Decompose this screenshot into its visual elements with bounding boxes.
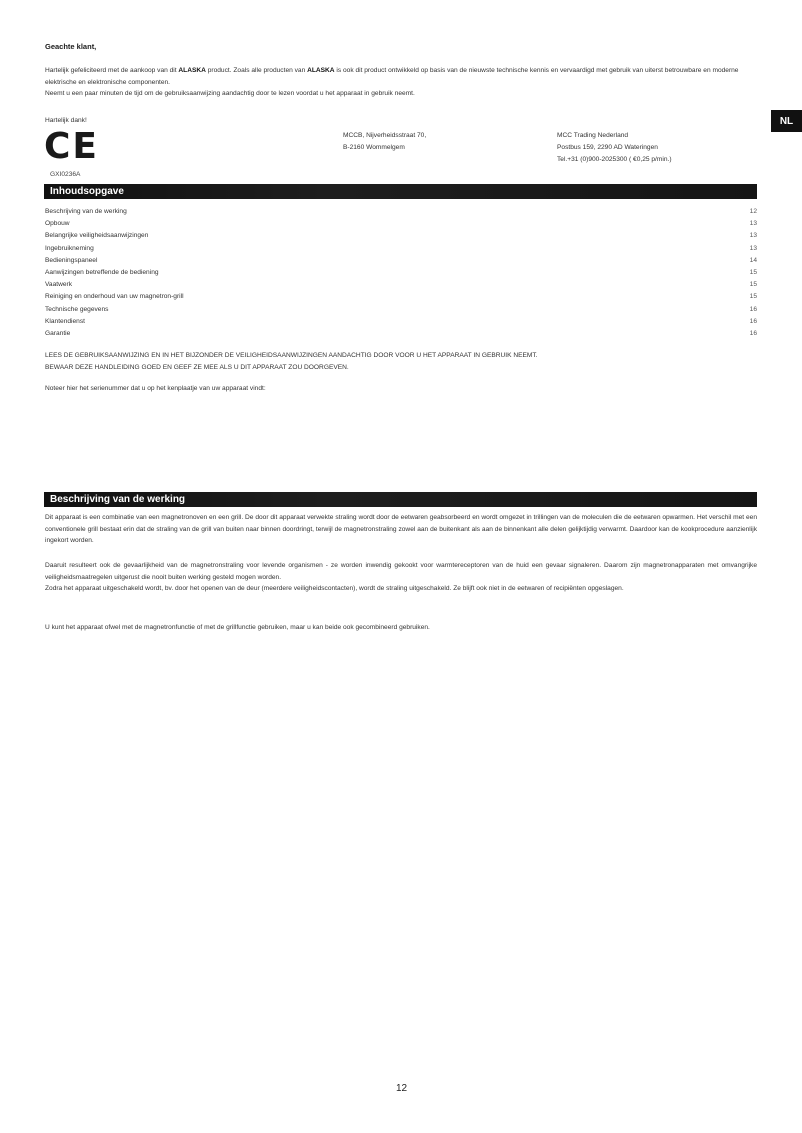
safety-warning [45, 350, 538, 374]
page-number: 12 [396, 1083, 408, 1094]
toc-item[interactable]: Garantie 16 [45, 329, 757, 337]
ce-mark-icon: CE [44, 126, 100, 167]
description-heading: Beschrijving van de werking [44, 492, 757, 507]
product-code: GXI0236A [50, 171, 81, 178]
address-line: B-2160 Wommelgem [343, 144, 405, 151]
toc-item[interactable]: Beschrijving van de werking 12 [45, 208, 757, 215]
toc-item[interactable]: Reiniging en onderhoud van uw magnetron-grill 15 [45, 293, 757, 301]
warning-line: BEWAAR DEZE HANDLEIDING GOED EN GEEF ZE MEE ALS U DIT APPARAAT ZOU DOORGEVEN. [45, 364, 349, 371]
toc-item[interactable]: Aanwijzingen betreffende de bediening 15 [45, 268, 757, 276]
toc-item[interactable]: Bedieningspaneel 14 [45, 256, 757, 264]
intro-paragraph [45, 65, 760, 100]
address-line: Postbus 159, 2290 AD Wateringen [557, 144, 658, 151]
toc-item[interactable]: Technische gegevens 16 [45, 305, 757, 313]
toc-item[interactable]: Belangrijke veiligheidsaanwijzingen 13 [45, 232, 757, 240]
warning-line: LEES DE GEBRUIKSAANWIJZING EN IN HET BIJZONDER DE VEILIGHEIDSAANWIJZINGEN AANDACHTIG DOOR VOOR U HET APPARAAT IN GEBRUIK NEEMT. [45, 352, 538, 359]
serial-number-note: Noteer hier het serienummer dat u op het kenplaatje van uw apparaat vindt: [45, 385, 266, 392]
address-netherlands [557, 130, 672, 166]
thanks-text: Hartelijk dank! [45, 117, 87, 124]
brand-name: ALASKA [307, 67, 335, 74]
toc-heading: Inhoudsopgave [44, 184, 757, 199]
table-of-contents [45, 206, 757, 340]
greeting: Geachte klant, [45, 42, 97, 51]
intro-text-2: product. Zoals alle producten van [205, 67, 308, 74]
brand-name: ALASKA [178, 67, 206, 74]
description-paragraph-2: Daaruit resulteert ook de gevaarlijkheid van de magnetronstraling voor levende organismen - ze worden inwendig gekookt voor warmtereceptoren van de huid een gevaar signaleren. Daarom zijn magnetronapparaten met omvangrijke veiligheidsmaatregelen uitgerust die nooit buiten werking gesteld mogen worden. [45, 562, 757, 581]
toc-item[interactable]: Ingebruikneming 13 [45, 244, 757, 252]
toc-item[interactable]: Klantendienst 16 [45, 317, 757, 325]
description-paragraph-1: Dit apparaat is een combinatie van een magnetronoven en een grill. De door dit apparaat verwekte straling wordt door de eetwaren geabsorbeerd en wordt omgezet in trillingen van de moleculen die de eetwaren opwarmen. Het verschil met een conventionele grill bestaat erin dat de straling van de grill van buiten naar binnen doordringt, terwijl de magnetronstraling zowel aan de buitenkant als aan de binnenkant alle delen gelijktijdig verwarmt. Daardoor kan de kookprocedure aanzienlijk ingekort worden. [45, 514, 757, 544]
description-paragraph-3: Zodra het apparaat uitgeschakeld wordt, bv. door het openen van de deur (meerdere veiligheidscontacten), wordt de straling uitgeschakeld. Ze blijft ook niet in de eetwaren of recipiënten opgeslagen. [45, 585, 624, 592]
intro-text-4: Neemt u een paar minuten de tijd om de gebruiksaanwijzing aandachtig door te lezen voordat u het apparaat in gebruik neemt. [45, 90, 415, 97]
address-line: MCCB, Nijverheidsstraat 70, [343, 132, 427, 139]
description-paragraph-4: U kunt het apparaat ofwel met de magnetronfunctie of met de grillfunctie gebruiken, maar u kan beide ook gecombineerd gebruiken. [45, 624, 430, 631]
toc-item[interactable]: Opbouw 13 [45, 220, 757, 228]
address-line: MCC Trading Nederland [557, 132, 629, 139]
address-belgium [343, 130, 426, 154]
toc-item[interactable]: Vaatwerk 15 [45, 281, 757, 289]
intro-text-3: is ook dit product ontwikkeld op basis van de nieuwste technische kennis en vervaardigd met gebruik van uiterst betrouwbare en moderne elektrische en elektronische componenten. [45, 67, 739, 86]
intro-text-1: Hartelijk gefeliciteerd met de aankoop van dit [45, 67, 179, 74]
language-tab: NL [771, 110, 802, 132]
address-line: Tel.+31 (0)900-2025300 ( €0,25 p/min.) [557, 156, 672, 163]
